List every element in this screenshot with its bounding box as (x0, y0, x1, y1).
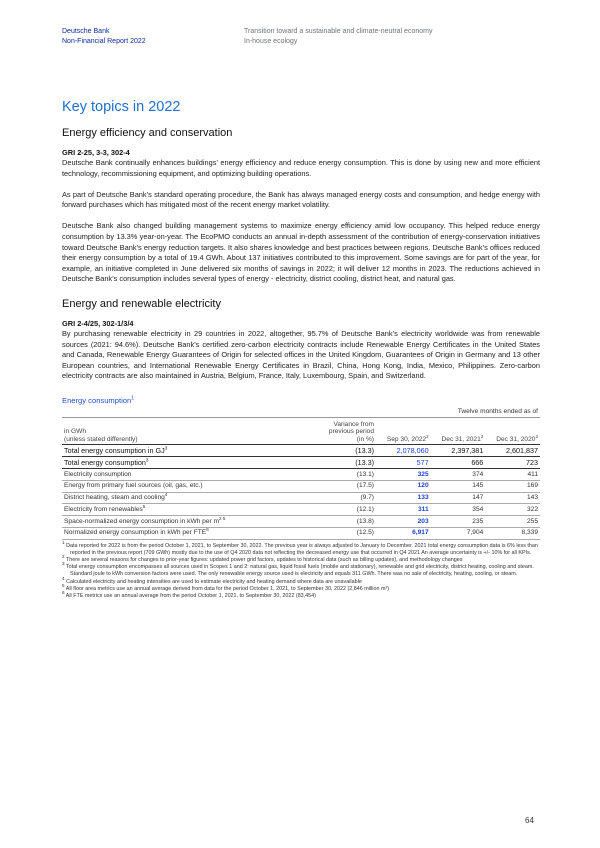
table-header-row (62, 420, 540, 445)
row-label (62, 504, 316, 516)
row-label-sup: 6 (206, 527, 209, 533)
value-2022-cell: 577 (376, 457, 431, 469)
table-row (62, 468, 540, 480)
value-2022-cell: 6,917 (376, 527, 431, 539)
header-2020-text: Dec 31, 2020 (496, 435, 536, 443)
row-label-sup: 5 (142, 503, 146, 509)
value-2021-cell: 145 (431, 480, 486, 492)
table-row (62, 492, 540, 504)
table-row (62, 527, 540, 539)
paragraph: By purchasing renewable electricity in 29 countries in 2022, altogether, 95.7% of Deutsche Bank’s electricity worldwide was from renewable sources (2021: 94.6%). Deutsche Bank’s certified zero-carbon electricity contracts include Renewable Energy Certificates in the United States and Canada, Renewable Energy Guarantees of Origin for selected offices in the United Kingdom, Guarantees of Origin in Germany and 13 other European countries, and International Renewable Energy Certificates in Brazil, China, Hong Kong, India, Mexico, Philippines. Zero-carbon electricity contracts are also maintained in Austria, Belgium, France, Italy, Luxembourg, Spain, and Switzerland. (62, 328, 540, 381)
variance-cell: (12.5) (316, 527, 376, 539)
footnote (62, 590, 540, 600)
header-2021-text: Dec 31, 2021 (441, 435, 481, 443)
value-2022-cell: 2,078,060 (376, 445, 431, 457)
header-company: Deutsche Bank (62, 28, 110, 35)
table-row (62, 457, 540, 469)
value-2020-cell: 169 (485, 480, 540, 492)
value-2020-cell: 723 (485, 457, 540, 469)
footnote (62, 539, 540, 560)
variance-cell: (13.3) (316, 445, 376, 457)
footnote (62, 561, 540, 578)
row-label-text: District heating, steam and cooling (64, 494, 165, 502)
footnote-text: Calculated electricity and heating intensities are used to estimate electricity and heating demand where data are unavailable (66, 578, 362, 585)
variance-cell: (17.5) (316, 480, 376, 492)
header-2022 (376, 420, 431, 445)
footnote-text: Total energy consumption encompasses all sources used in Scopes 1 and 2: natural gas, liquid fossil fuels (mobile and stationary), renewable and grid electricity, district heating, cooling and steam. Standard joule to kWh conversion factors were used. The only renewable energy source used is electricity and equals 311 GWh. There was no sale of electricity, heating, cooling, or steam. (65, 564, 534, 578)
header-2022-sup: 2 (426, 433, 429, 439)
footnote-number: 1 (62, 539, 65, 545)
footnote-number: 4 (62, 575, 65, 581)
value-2022-cell: 203 (376, 516, 431, 528)
row-label-text: Total energy consumption in GJ (64, 446, 165, 455)
table-row (62, 445, 540, 457)
footnote-text: There are several reasons for changes to prior-year figures: updated power grid factors, updates to historical data (such as billing updates), and methodology changes (65, 557, 463, 564)
gri-reference: GRI 2-4/25, 302-1/3/4 (62, 318, 134, 328)
gri-reference: GRI 2-25, 3-3, 302-4 (62, 148, 130, 157)
page-number: 64 (525, 816, 534, 825)
row-label-sup: 4 (164, 491, 168, 497)
row-label-text: Total energy consumption (64, 457, 146, 467)
row-label-text: Space-normalized energy consumption in kWh per m (64, 517, 220, 525)
table-row (62, 516, 540, 528)
header-section: Transition toward a sustainable and climate-neutral economy (244, 28, 433, 35)
paragraph: As part of Deutsche Bank’s standard operating procedure, the Bank has always managed energy costs and consumption, and hedge energy with forward purchases which has mitigated most of the recent energy market volatility. (62, 189, 540, 210)
footnote-number: 6 (62, 590, 65, 596)
row-label (62, 527, 316, 539)
row-label-sup: 2 5 (219, 515, 226, 521)
value-2022-cell: 311 (376, 504, 431, 516)
energy-efficiency-heading: Energy efficiency and conservation (62, 127, 233, 139)
paragraph: Deutsche Bank also changed building management systems to maximize energy efficiency amid low occupancy. This helped reduce energy consumption by 13.3% year-on-year. The EcoPMO conducts an annual in-depth assessment of the contribution of energy-conservation initiatives toward Deutsche Bank’s energy reduction targets. It also shares knowledge and best practices between regions. Deutsche Bank’s offices reduced their energy consumption by a total of 19.4 GWh. About 137 initiatives contributed to this improvement. Some savings are for part of the year, for example, an initiative completed in June delivered six months of savings in 2022; it will deliver 12 months in 2023. The reductions achieved in Deutsche Bank’s consumption includes several types of energy - electricity, district cooling, district heat, and natural gas. (62, 221, 540, 284)
header-unit-note: (unless stated differently) (64, 435, 138, 443)
value-2021-cell: 2,397,381 (431, 445, 486, 457)
table-title-sup: 1 (131, 395, 135, 402)
row-label (62, 445, 316, 457)
variance-cell: (13.8) (316, 516, 376, 528)
table-title (62, 396, 540, 405)
variance-cell: (12.1) (316, 504, 376, 516)
row-label-sup: 3 (164, 445, 168, 451)
row-label (62, 457, 316, 469)
footnote-number: 5 (62, 583, 65, 589)
value-2020-cell: 411 (485, 468, 540, 480)
table-row (62, 504, 540, 516)
table-title-text: Energy consumption (62, 395, 132, 405)
renewable-heading: Energy and renewable electricity (62, 297, 221, 310)
header-subsection: In-house ecology (244, 37, 298, 45)
header-2020-sup: 2 (535, 433, 538, 439)
value-2021-cell: 374 (431, 468, 486, 480)
header-report: Non-Financial Report 2022 (62, 37, 146, 45)
value-2020-cell: 8,339 (485, 527, 540, 539)
row-label-text: Energy from primary fuel sources (oil, gas, etc.) (64, 482, 203, 490)
value-2020-cell: 255 (485, 516, 540, 528)
footnote (62, 583, 540, 596)
value-2021-cell: 147 (431, 492, 486, 504)
key-topics-title: Key topics in 2022 (62, 99, 181, 115)
header-unit: in GWh (64, 428, 86, 436)
value-2021-cell: 235 (431, 516, 486, 528)
paragraph: Deutsche Bank continually enhances buildings’ energy efficiency and reduce energy consumption. This is done by using new and more efficient technology, recommissioning equipment, and optimizing building operations. (62, 158, 540, 178)
row-label (62, 468, 316, 480)
value-2021-cell: 354 (431, 504, 486, 516)
footnote-number: 2 (62, 554, 65, 560)
row-label (62, 516, 316, 528)
footnotes (62, 539, 540, 601)
value-2020-cell: 2,601,837 (485, 445, 540, 457)
header-label-cell (62, 420, 316, 445)
variance-cell: (9.7) (316, 492, 376, 504)
footnote-text: All FTE metrics use an annual average from the period October 1, 2021, to September 30, 2022 (83,454) (65, 593, 316, 600)
footnote-text: All floor area metrics use an annual average derived from data for the period October 1, 2021, to September 30, 2022 (2,846 million m²) (65, 585, 390, 592)
value-2022-cell: 325 (376, 468, 431, 480)
value-2020-cell: 322 (485, 504, 540, 516)
row-label (62, 480, 316, 492)
energy-table (62, 420, 540, 540)
row-label-sup: 3 (145, 457, 149, 463)
header-variance (316, 420, 376, 445)
main-content (62, 98, 540, 600)
value-2020-cell: 143 (485, 492, 540, 504)
row-label-text: Normalized energy consumption in kWh per FTE (64, 529, 207, 537)
row-label (62, 492, 316, 504)
header-2021-sup: 2 (480, 433, 484, 439)
row-label-text: Electricity consumption (64, 470, 132, 478)
value-2021-cell: 666 (431, 457, 486, 469)
header-section-block (244, 27, 432, 46)
period-label: Twelve months ended as of (62, 408, 540, 418)
header-2021 (431, 420, 486, 445)
value-2022-cell: 133 (376, 492, 431, 504)
value-2021-cell: 7,904 (431, 527, 486, 539)
footnote-number: 3 (62, 561, 65, 567)
footnote-text: Data reported for 2022 is from the period October 1, 2021, to September 30, 2022. The previous year is always adjusted to January to December. 2021 total energy consumption data is 6% less than reported in the previous report (709 GWh) mostly due to the use of Q4 2020 data not reflecting the decreased energy use that occurred in Q4 2021 An average uncertainty is +/- 10% for all KPIs. (66, 542, 538, 556)
header-variance-line: Variance from (333, 420, 374, 428)
header-variance-line: (in %) (356, 435, 374, 443)
variance-cell: (13.1) (316, 468, 376, 480)
header-2020 (485, 420, 540, 445)
value-2022-cell: 120 (376, 480, 431, 492)
table-row (62, 480, 540, 492)
header-company-block (62, 27, 146, 46)
header-variance-line: previous period (328, 428, 374, 436)
row-label-text: Electricity from renewables (64, 505, 143, 513)
header-2022-text: Sep 30, 2022 (386, 435, 427, 443)
variance-cell: (13.3) (316, 457, 376, 469)
